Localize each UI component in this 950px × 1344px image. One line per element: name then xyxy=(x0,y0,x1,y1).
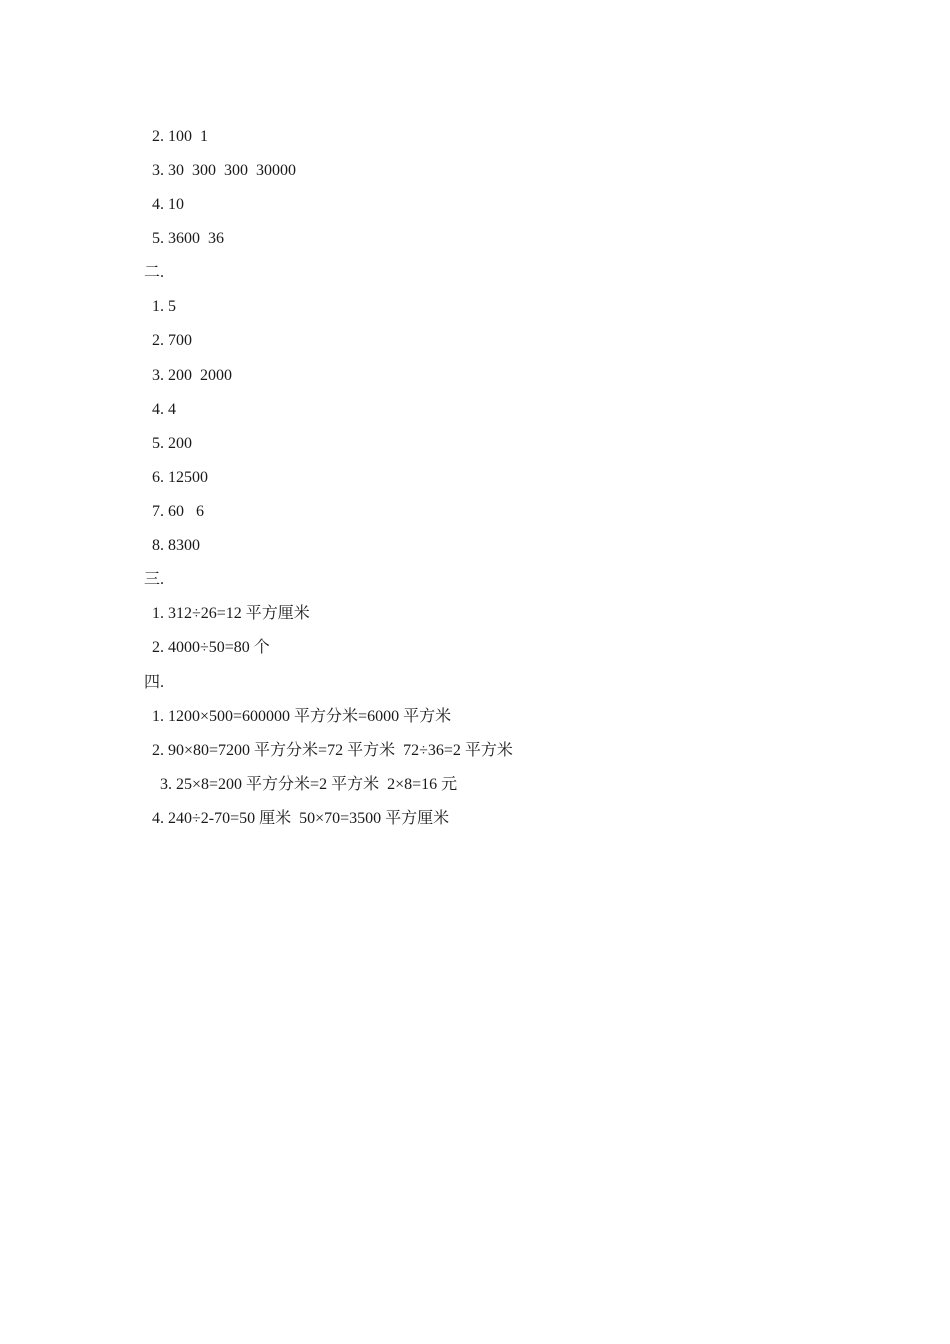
answer-2-2: 2. 700 xyxy=(152,332,192,349)
answer-4-2: 2. 90×80=7200 平方分米=72 平方米 72÷36=2 平方米 xyxy=(152,742,513,759)
answer-2-7: 7. 60 6 xyxy=(152,503,204,520)
answer-2-8: 8. 8300 xyxy=(152,537,200,554)
section-3-heading: 三. xyxy=(144,571,165,588)
answer-2-5: 5. 200 xyxy=(152,435,192,452)
answer-1-2: 2. 100 1 xyxy=(152,128,208,145)
answer-2-6: 6. 12500 xyxy=(152,469,208,486)
answer-1-5: 5. 3600 36 xyxy=(152,230,224,247)
section-2-heading: 二. xyxy=(144,264,165,281)
answer-1-4: 4. 10 xyxy=(152,196,184,213)
answer-4-3: 3. 25×8=200 平方分米=2 平方米 2×8=16 元 xyxy=(160,776,458,793)
answer-2-3: 3. 200 2000 xyxy=(152,367,232,384)
answer-3-2: 2. 4000÷50=80 个 xyxy=(152,639,270,656)
section-4-heading: 四. xyxy=(144,674,165,691)
answer-4-1: 1. 1200×500=600000 平方分米=6000 平方米 xyxy=(152,708,452,725)
answer-3-1: 1. 312÷26=12 平方厘米 xyxy=(152,605,310,622)
answer-2-1: 1. 5 xyxy=(152,298,176,315)
answer-1-3: 3. 30 300 300 30000 xyxy=(152,162,296,179)
answer-4-4: 4. 240÷2-70=50 厘米 50×70=3500 平方厘米 xyxy=(152,810,450,827)
answer-2-4: 4. 4 xyxy=(152,401,176,418)
